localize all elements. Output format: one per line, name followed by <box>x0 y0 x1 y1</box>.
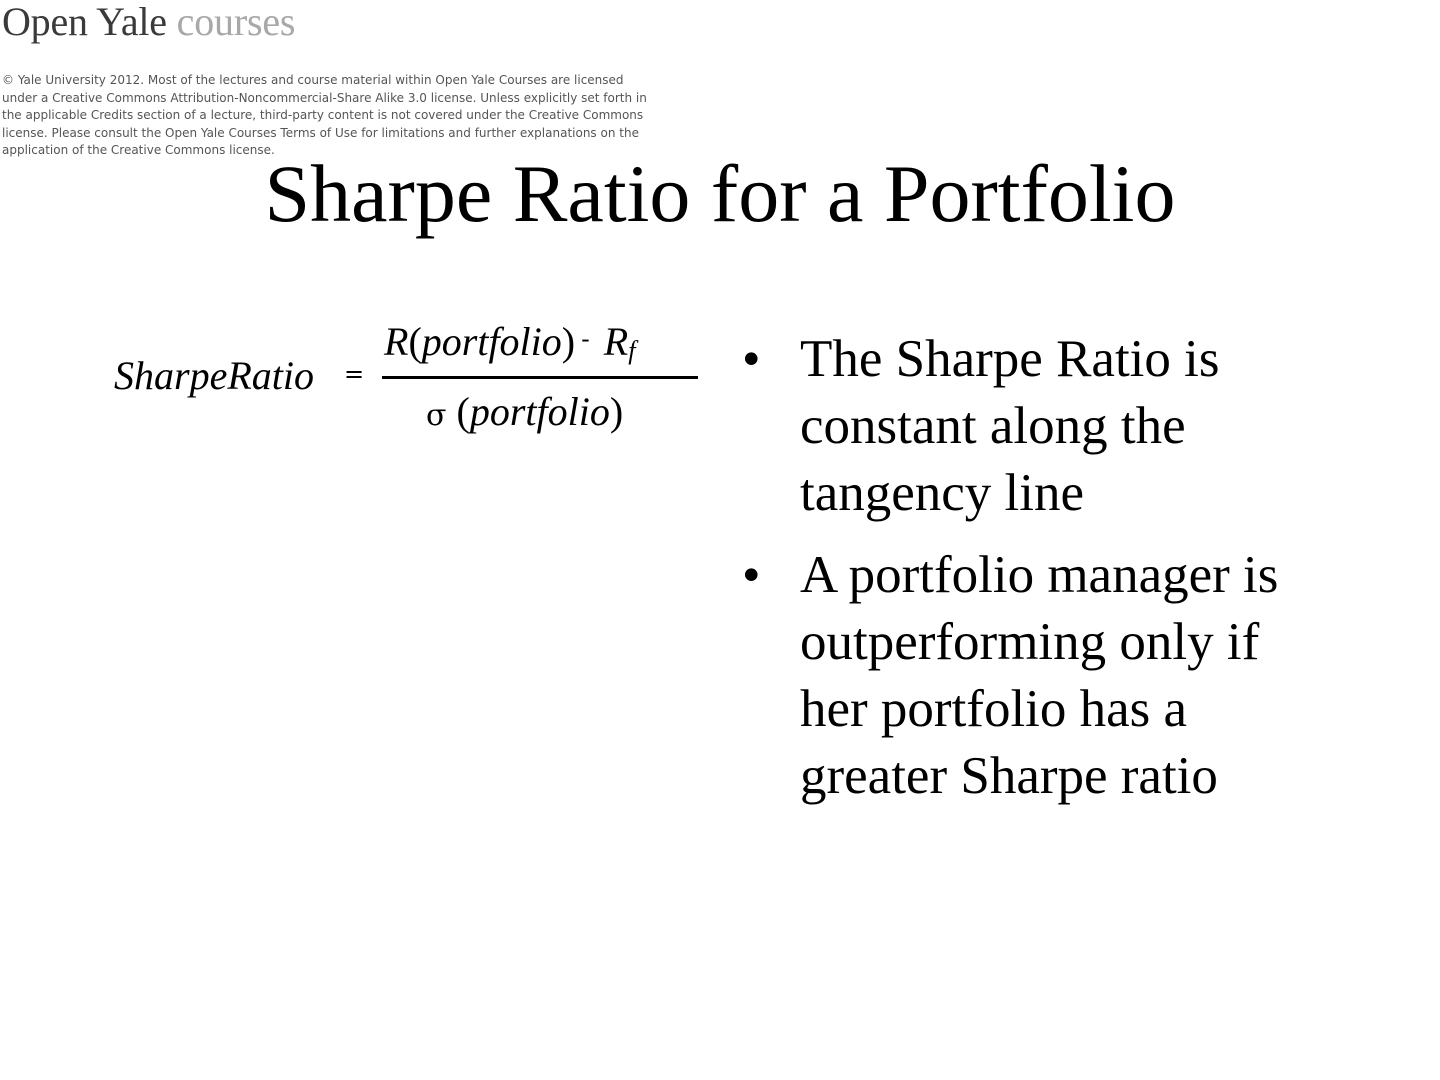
bullet-line: A portfolio manager is <box>800 546 1279 604</box>
numerator-r: R <box>384 319 409 364</box>
license-line: the applicable Credits section of a lecture, third-party content is not covered under the Creative Commons <box>2 108 644 122</box>
license-line: © Yale University 2012. Most of the lectures and course material within Open Yale Courses are licensed <box>2 73 624 87</box>
bullet-line: The Sharpe Ratio is <box>800 330 1220 388</box>
denominator-portfolio: portfolio <box>469 389 610 434</box>
bullet-line: constant along the <box>800 397 1186 455</box>
open-yale-logo <box>2 0 295 44</box>
numerator-open-paren: ( <box>408 319 422 364</box>
numerator-rf-subscript: f <box>628 336 636 365</box>
formula-denominator <box>426 388 623 435</box>
logo-courses-text: courses <box>166 0 296 44</box>
bullet-item <box>742 542 1422 810</box>
license-line: under a Creative Commons Attribution-Noncommercial-Share Alike 3.0 license. Unless explicitly set forth in <box>2 90 647 105</box>
fraction-bar <box>382 376 698 379</box>
bullet-line: her portfolio has a <box>800 680 1188 738</box>
numerator-portfolio: portfolio <box>421 319 562 364</box>
formula-lhs: SharpeRatio <box>114 353 314 398</box>
numerator-minus: - <box>581 325 590 353</box>
license-line: license. Please consult the Open Yale Courses Terms of Use for limitations and further explanations on the <box>2 125 639 140</box>
sharpe-ratio-formula <box>112 318 712 448</box>
formula-numerator <box>384 318 635 365</box>
bullet-line: tangency line <box>800 464 1085 522</box>
numerator-close-paren: ) <box>561 319 576 364</box>
license-line: application of the Creative Commons license. <box>2 143 275 157</box>
denominator-open-paren: ( <box>456 389 470 434</box>
formula-equals: = <box>344 360 365 388</box>
bullet-marker: • <box>742 546 761 604</box>
logo-open-yale-text: Open Yale <box>2 0 167 44</box>
denominator-sigma: σ <box>426 398 447 433</box>
bullet-line: outperforming only if <box>800 613 1260 671</box>
numerator-rf: R <box>603 319 629 364</box>
bullet-line: greater Sharpe ratio <box>800 747 1218 805</box>
denominator-close-paren: ) <box>609 389 624 434</box>
bullet-list <box>742 326 1422 825</box>
bullet-item <box>742 326 1422 527</box>
slide-title: Sharpe Ratio for a Portfolio <box>264 148 1176 239</box>
bullet-marker: • <box>742 330 761 388</box>
